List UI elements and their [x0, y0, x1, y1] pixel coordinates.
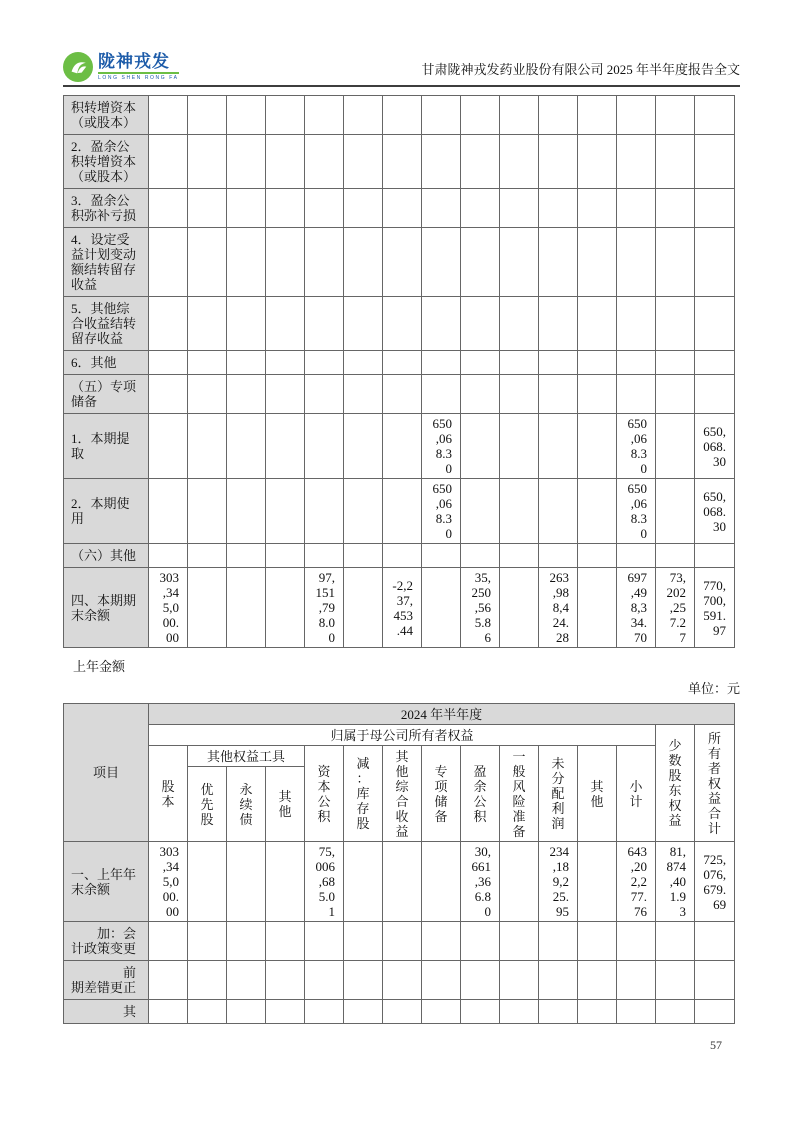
table-row	[64, 135, 735, 189]
empty-cell	[383, 351, 422, 375]
empty-cell	[188, 228, 227, 297]
empty-cell	[227, 189, 266, 228]
row-label: 4．设定受益计划变动额结转留存收益	[64, 228, 149, 297]
empty-cell	[656, 414, 695, 479]
empty-cell	[656, 228, 695, 297]
row-label: 6．其他	[64, 351, 149, 375]
empty-cell	[461, 96, 500, 135]
empty-cell	[578, 1000, 617, 1024]
empty-cell	[383, 544, 422, 568]
empty-cell	[227, 922, 266, 961]
value-cell: 650,068.30	[695, 479, 735, 544]
empty-cell	[695, 961, 735, 1000]
empty-cell	[695, 351, 735, 375]
empty-cell	[383, 479, 422, 544]
table-row	[64, 228, 735, 297]
empty-cell	[578, 351, 617, 375]
empty-cell	[500, 135, 539, 189]
empty-cell	[617, 228, 656, 297]
value-cell: 725,076,679.69	[695, 842, 735, 922]
empty-cell	[227, 961, 266, 1000]
empty-cell	[461, 1000, 500, 1024]
empty-cell	[266, 189, 305, 228]
empty-cell	[461, 297, 500, 351]
value-cell: 35,250,565.86	[461, 568, 500, 648]
empty-cell	[461, 922, 500, 961]
empty-cell	[149, 297, 188, 351]
empty-cell	[422, 96, 461, 135]
empty-cell	[305, 961, 344, 1000]
empty-cell	[500, 544, 539, 568]
empty-cell	[227, 375, 266, 414]
value-cell: 75,006,685.01	[305, 842, 344, 922]
empty-cell	[305, 375, 344, 414]
empty-cell	[695, 544, 735, 568]
empty-cell	[227, 568, 266, 648]
row-label: 3．盈余公积弥补亏损	[64, 189, 149, 228]
value-cell: -2,237,453.44	[383, 568, 422, 648]
empty-cell	[500, 842, 539, 922]
empty-cell	[461, 544, 500, 568]
empty-cell	[344, 96, 383, 135]
empty-cell	[149, 351, 188, 375]
empty-cell	[305, 1000, 344, 1024]
empty-cell	[422, 228, 461, 297]
empty-cell	[500, 414, 539, 479]
empty-cell	[344, 414, 383, 479]
empty-cell	[617, 961, 656, 1000]
empty-cell	[617, 351, 656, 375]
empty-cell	[617, 544, 656, 568]
empty-cell	[695, 96, 735, 135]
empty-cell	[539, 189, 578, 228]
empty-cell	[461, 135, 500, 189]
column-header-general-risk-reserve: 一般风险准备	[500, 746, 539, 842]
empty-cell	[422, 351, 461, 375]
empty-cell	[188, 479, 227, 544]
column-header-capital-reserve: 资本公积	[305, 746, 344, 842]
empty-cell	[539, 414, 578, 479]
row-label: 加：会计政策变更	[64, 922, 149, 961]
value-cell: 263,988,424.28	[539, 568, 578, 648]
empty-cell	[344, 189, 383, 228]
empty-cell	[461, 479, 500, 544]
column-header-retained-profit: 未分配利润	[539, 746, 578, 842]
logo-bird-icon	[63, 52, 93, 82]
table-row	[64, 414, 735, 479]
column-header-minority-interest: 少数股东权益	[656, 725, 695, 842]
prior-amount-note: 上年金额	[73, 659, 126, 674]
empty-cell	[695, 297, 735, 351]
row-label: 2．本期使用	[64, 479, 149, 544]
column-header-other-tools: 其他	[266, 767, 305, 842]
row-label: 5．其他综合收益结转留存收益	[64, 297, 149, 351]
empty-cell	[227, 479, 266, 544]
empty-cell	[539, 135, 578, 189]
empty-cell	[539, 961, 578, 1000]
row-label: 一、上年年末余额	[64, 842, 149, 922]
empty-cell	[383, 135, 422, 189]
empty-cell	[656, 922, 695, 961]
empty-cell	[227, 414, 266, 479]
column-header-total-equity: 所有者权益合计	[695, 725, 735, 842]
empty-cell	[188, 1000, 227, 1024]
page-number: 57	[710, 1038, 722, 1052]
value-cell: 97,151,798.00	[305, 568, 344, 648]
empty-cell	[422, 297, 461, 351]
empty-cell	[578, 189, 617, 228]
empty-cell	[188, 544, 227, 568]
empty-cell	[344, 228, 383, 297]
empty-cell	[305, 189, 344, 228]
empty-cell	[578, 568, 617, 648]
empty-cell	[188, 135, 227, 189]
column-header-parent-equity: 归属于母公司所有者权益	[149, 725, 656, 746]
empty-cell	[656, 479, 695, 544]
table-row	[64, 297, 735, 351]
empty-cell	[422, 135, 461, 189]
column-header-perpetual-bonds: 永续债	[227, 767, 266, 842]
empty-cell	[305, 351, 344, 375]
value-cell: 770,700,591.97	[695, 568, 735, 648]
empty-cell	[422, 568, 461, 648]
empty-cell	[305, 135, 344, 189]
empty-cell	[344, 568, 383, 648]
row-label: （五）专项储备	[64, 375, 149, 414]
column-header-subtotal: 小计	[617, 746, 656, 842]
empty-cell	[266, 228, 305, 297]
empty-cell	[617, 375, 656, 414]
empty-cell	[149, 479, 188, 544]
empty-cell	[539, 1000, 578, 1024]
empty-cell	[578, 544, 617, 568]
table-row	[64, 568, 735, 648]
empty-cell	[500, 96, 539, 135]
empty-cell	[578, 96, 617, 135]
empty-cell	[695, 135, 735, 189]
empty-cell	[539, 479, 578, 544]
empty-cell	[344, 135, 383, 189]
empty-cell	[539, 375, 578, 414]
empty-cell	[149, 135, 188, 189]
row-label: 2．盈余公积转增资本（或股本）	[64, 135, 149, 189]
empty-cell	[695, 189, 735, 228]
empty-cell	[656, 297, 695, 351]
empty-cell	[305, 414, 344, 479]
table-row	[64, 922, 735, 961]
empty-cell	[383, 297, 422, 351]
empty-cell	[227, 135, 266, 189]
empty-cell	[266, 297, 305, 351]
column-header-other-equity-tools: 其他权益工具	[188, 746, 305, 767]
empty-cell	[383, 96, 422, 135]
empty-cell	[344, 961, 383, 1000]
empty-cell	[188, 96, 227, 135]
empty-cell	[578, 922, 617, 961]
empty-cell	[500, 568, 539, 648]
row-label: 积转增资本（或股本）	[64, 96, 149, 135]
empty-cell	[266, 842, 305, 922]
empty-cell	[578, 297, 617, 351]
empty-cell	[383, 375, 422, 414]
empty-cell	[617, 135, 656, 189]
value-cell: 643,202,277.76	[617, 842, 656, 922]
column-header-share-capital: 股本	[149, 746, 188, 842]
row-label: 1．本期提取	[64, 414, 149, 479]
empty-cell	[305, 297, 344, 351]
value-cell: 650,068.30	[422, 479, 461, 544]
value-cell: 303,345,000.00	[149, 568, 188, 648]
empty-cell	[461, 351, 500, 375]
prior-year-equity-table	[63, 703, 735, 1024]
empty-cell	[695, 1000, 735, 1024]
empty-cell	[344, 1000, 383, 1024]
empty-cell	[227, 297, 266, 351]
empty-cell	[383, 961, 422, 1000]
empty-cell	[149, 96, 188, 135]
empty-cell	[188, 375, 227, 414]
empty-cell	[578, 228, 617, 297]
empty-cell	[539, 544, 578, 568]
empty-cell	[695, 375, 735, 414]
empty-cell	[266, 479, 305, 544]
empty-cell	[344, 375, 383, 414]
empty-cell	[578, 842, 617, 922]
value-cell: 650,068.30	[422, 414, 461, 479]
column-header-project: 项目	[64, 704, 149, 842]
empty-cell	[305, 544, 344, 568]
table-row	[64, 351, 735, 375]
empty-cell	[344, 479, 383, 544]
empty-cell	[461, 228, 500, 297]
empty-cell	[305, 479, 344, 544]
empty-cell	[383, 1000, 422, 1024]
column-header-special-reserve: 专项储备	[422, 746, 461, 842]
empty-cell	[422, 189, 461, 228]
empty-cell	[266, 351, 305, 375]
logo-brand-en: LONG SHEN RONG FA	[98, 75, 179, 81]
empty-cell	[149, 228, 188, 297]
empty-cell	[461, 189, 500, 228]
empty-cell	[578, 961, 617, 1000]
empty-cell	[695, 922, 735, 961]
empty-cell	[461, 961, 500, 1000]
empty-cell	[344, 544, 383, 568]
column-header-other-comprehensive-income: 其他综合收益	[383, 746, 422, 842]
empty-cell	[149, 922, 188, 961]
empty-cell	[422, 961, 461, 1000]
empty-cell	[461, 375, 500, 414]
empty-cell	[617, 96, 656, 135]
empty-cell	[305, 96, 344, 135]
empty-cell	[383, 189, 422, 228]
empty-cell	[500, 351, 539, 375]
empty-cell	[227, 842, 266, 922]
empty-cell	[422, 375, 461, 414]
empty-cell	[656, 375, 695, 414]
empty-cell	[344, 922, 383, 961]
empty-cell	[266, 568, 305, 648]
empty-cell	[383, 842, 422, 922]
table-row	[64, 842, 735, 922]
empty-cell	[149, 375, 188, 414]
table-row	[64, 479, 735, 544]
empty-cell	[344, 297, 383, 351]
empty-cell	[266, 1000, 305, 1024]
empty-cell	[617, 922, 656, 961]
logo-brand-cn: 陇神戎发	[98, 52, 170, 71]
header-divider	[63, 85, 740, 87]
empty-cell	[188, 961, 227, 1000]
empty-cell	[383, 414, 422, 479]
value-cell: 650,068.30	[617, 414, 656, 479]
empty-cell	[500, 1000, 539, 1024]
empty-cell	[227, 351, 266, 375]
empty-cell	[500, 961, 539, 1000]
empty-cell	[617, 297, 656, 351]
value-cell: 73,202,257.27	[656, 568, 695, 648]
empty-cell	[617, 1000, 656, 1024]
current-period-equity-table	[63, 95, 735, 648]
empty-cell	[188, 842, 227, 922]
empty-cell	[500, 228, 539, 297]
empty-cell	[500, 297, 539, 351]
empty-cell	[539, 96, 578, 135]
empty-cell	[188, 568, 227, 648]
empty-cell	[149, 961, 188, 1000]
value-cell: 81,874,401.93	[656, 842, 695, 922]
table-row	[64, 189, 735, 228]
empty-cell	[578, 414, 617, 479]
empty-cell	[656, 544, 695, 568]
row-label: （六）其他	[64, 544, 149, 568]
company-logo	[63, 52, 179, 82]
empty-cell	[266, 375, 305, 414]
value-cell: 650,068.30	[617, 479, 656, 544]
table-row	[64, 961, 735, 1000]
value-cell: 234,189,225.95	[539, 842, 578, 922]
empty-cell	[656, 96, 695, 135]
empty-cell	[539, 351, 578, 375]
empty-cell	[227, 1000, 266, 1024]
unit-note: 单位：元	[687, 681, 740, 696]
empty-cell	[656, 135, 695, 189]
empty-cell	[422, 842, 461, 922]
empty-cell	[656, 1000, 695, 1024]
document-title: 甘肃陇神戎发药业股份有限公司 2025 年半年度报告全文	[421, 62, 740, 77]
empty-cell	[266, 544, 305, 568]
empty-cell	[344, 351, 383, 375]
empty-cell	[461, 414, 500, 479]
empty-cell	[500, 922, 539, 961]
empty-cell	[500, 479, 539, 544]
value-cell: 30,661,366.80	[461, 842, 500, 922]
empty-cell	[383, 922, 422, 961]
table-row	[64, 96, 735, 135]
empty-cell	[422, 922, 461, 961]
table-row	[64, 375, 735, 414]
empty-cell	[539, 922, 578, 961]
empty-cell	[188, 414, 227, 479]
empty-cell	[656, 351, 695, 375]
empty-cell	[695, 228, 735, 297]
empty-cell	[656, 961, 695, 1000]
empty-cell	[149, 544, 188, 568]
empty-cell	[266, 135, 305, 189]
column-header-period: 2024 年半年度	[149, 704, 735, 725]
row-label: 四、本期期末余额	[64, 568, 149, 648]
column-header-surplus-reserve: 盈余公积	[461, 746, 500, 842]
row-label: 其	[64, 1000, 149, 1024]
empty-cell	[500, 375, 539, 414]
empty-cell	[188, 297, 227, 351]
empty-cell	[266, 96, 305, 135]
column-header-treasury-shares: 减：库存股	[344, 746, 383, 842]
empty-cell	[227, 96, 266, 135]
value-cell: 697,498,334.70	[617, 568, 656, 648]
empty-cell	[344, 842, 383, 922]
empty-cell	[422, 1000, 461, 1024]
empty-cell	[305, 228, 344, 297]
empty-cell	[383, 228, 422, 297]
value-cell: 650,068.30	[695, 414, 735, 479]
empty-cell	[578, 375, 617, 414]
empty-cell	[149, 1000, 188, 1024]
page-header	[63, 44, 740, 82]
empty-cell	[539, 297, 578, 351]
empty-cell	[149, 189, 188, 228]
empty-cell	[422, 544, 461, 568]
value-cell: 303,345,000.00	[149, 842, 188, 922]
empty-cell	[188, 351, 227, 375]
empty-cell	[539, 228, 578, 297]
empty-cell	[305, 922, 344, 961]
column-header-preferred-shares: 优先股	[188, 767, 227, 842]
empty-cell	[227, 544, 266, 568]
empty-cell	[578, 479, 617, 544]
table-row	[64, 544, 735, 568]
empty-cell	[578, 135, 617, 189]
logo-text	[98, 53, 179, 81]
empty-cell	[227, 228, 266, 297]
table-row	[64, 1000, 735, 1024]
empty-cell	[656, 189, 695, 228]
row-label: 前期差错更正	[64, 961, 149, 1000]
empty-cell	[188, 922, 227, 961]
logo-underline	[98, 72, 179, 74]
empty-cell	[188, 189, 227, 228]
empty-cell	[500, 189, 539, 228]
empty-cell	[266, 922, 305, 961]
empty-cell	[149, 414, 188, 479]
column-header-other: 其他	[578, 746, 617, 842]
empty-cell	[266, 414, 305, 479]
empty-cell	[617, 189, 656, 228]
empty-cell	[266, 961, 305, 1000]
